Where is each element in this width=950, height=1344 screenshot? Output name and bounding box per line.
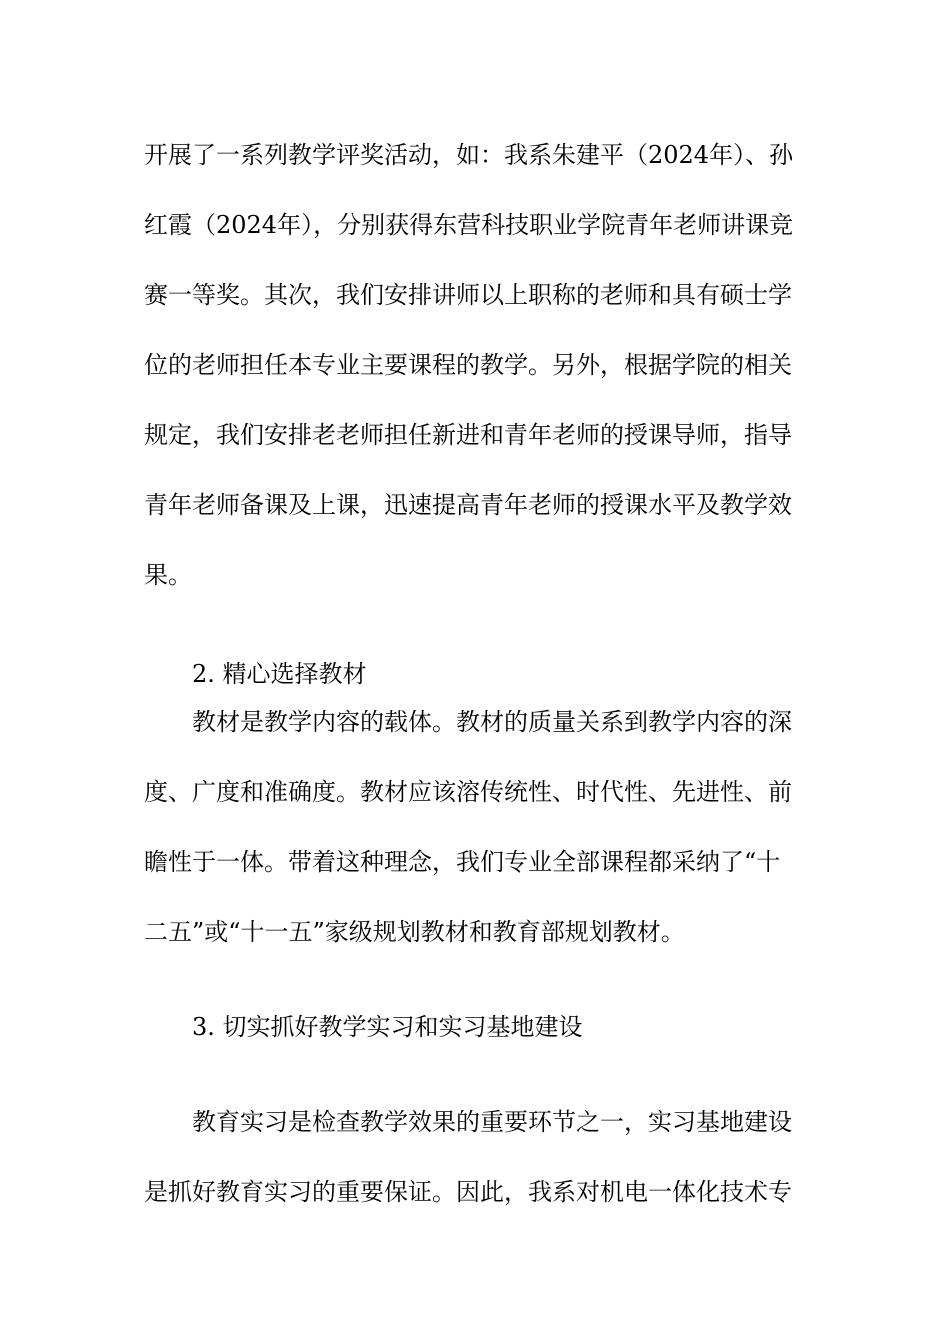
paragraph-line: 果。 <box>144 561 192 589</box>
paragraph-line: 青年老师备课及上课，迅速提高青年老师的授课水平及教学效 <box>144 491 792 519</box>
paragraph-line: 二五”或“十一五”家级规划教材和教育部规划教材。 <box>144 918 685 946</box>
section-heading: 2. 精心选择教材 <box>192 660 367 688</box>
paragraph-line: 是抓好教育实习的重要保证。因此，我系对机电一体化技术专 <box>144 1178 792 1206</box>
paragraph-line: 瞻性于一体。带着这种理念，我们专业全部课程都采纳了“十 <box>144 848 781 876</box>
paragraph-line: 教材是教学内容的载体。教材的质量关系到教学内容的深 <box>192 708 792 736</box>
paragraph-line: 位的老师担任本专业主要课程的教学。另外，根据学院的相关 <box>144 351 792 379</box>
paragraph-line: 规定，我们安排老老师担任新进和青年老师的授课导师，指导 <box>144 421 792 449</box>
paragraph-line: 度、广度和准确度。教材应该溶传统性、时代性、先进性、前 <box>144 778 792 806</box>
paragraph-line: 红霞（2024年），分别获得东营科技职业学院青年老师讲课竞 <box>144 211 794 239</box>
paragraph-line: 教育实习是检查教学效果的重要环节之一，实习基地建设 <box>192 1108 792 1136</box>
paragraph-line: 赛一等奖。其次，我们安排讲师以上职称的老师和具有硕士学 <box>144 281 792 309</box>
paragraph-line: 开展了一系列教学评奖活动，如：我系朱建平（2024年）、孙 <box>144 141 794 169</box>
section-heading: 3. 切实抓好教学实习和实习基地建设 <box>192 1013 583 1041</box>
